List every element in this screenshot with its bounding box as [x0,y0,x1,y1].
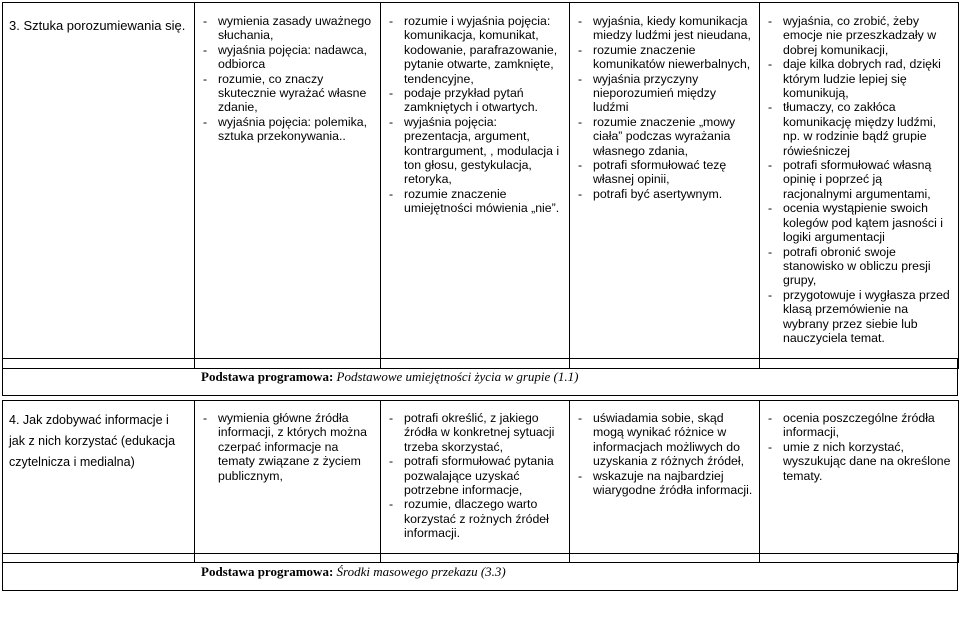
list-item: - potrafi być asertywnym. [576,187,753,201]
list-item: - wskazuje na najbardziej wiarygodne źródła informacji. [576,469,753,498]
s4-col1-list [201,411,374,483]
list-item: - rozumie, dlaczego warto korzystać z rożnych źródeł informacji. [387,497,563,540]
list-item: - wyjaśnia pojęcia: prezentacja, argument, kontrargument, , modulacja i ton głosu, gestykulacja, retoryka, [387,115,563,187]
list-item: - daje kilka dobrych rad, dzięki którym ludzie lepiej się komunikują, [766,57,952,100]
s3-col4-list [766,14,952,345]
list-item: - rozumie znaczenie umiejętności mówienia „nie”. [387,187,563,216]
s4-col3 [570,401,760,563]
s4-col2 [381,401,570,563]
s3-col1 [195,3,381,369]
pp-label: Podstawa programowa: [201,564,337,579]
list-item: - wymienia główne źródła informacji, z których można czerpać informacje na tematy związane z życiem publicznym, [201,411,374,483]
lesson-3-cell [3,3,195,369]
list-item: - uświadamia sobie, skąd mogą wynikać różnice w informacjach możliwych do uzyskania z różnych źródeł, [576,411,753,469]
podstawa-programowa-1 [3,359,958,396]
s4-col2-list [387,411,563,541]
list-item: - tłumaczy, co zakłóca komunikację między ludźmi, np. w rodzinie bądź grupie rówieśniczej [766,100,952,158]
lesson-4-cell [3,401,195,563]
s4-col4-list [766,411,952,483]
s4-col4 [760,401,959,563]
s3-col2-list [387,14,563,216]
podstawa-programowa-2 [3,554,958,591]
pp-row-2 [2,553,958,591]
lesson-4-title: 4. Jak zdobywać informacje i jak z nich korzystać (edukacja czytelnicza i medialna) [9,413,176,469]
list-item: - rozumie i wyjaśnia pojęcia: komunikacja, komunikat, kodowanie, parafrazowanie, pytanie otwarte, zamknięte, tendencyjne, [387,14,563,86]
s3-col1-list [201,14,374,144]
list-item: - rozumie znaczenie komunikatów niewerbalnych, [576,43,753,72]
section-4-table [2,400,959,563]
list-item: - wyjaśnia przyczyny nieporozumień między ludźmi [576,72,753,115]
list-item: - potrafi sformułować pytania pozwalające uzyskać potrzebne informacje, [387,454,563,497]
list-item: - przygotowuje i wygłasza przed klasą przemówienie na wybrany przez siebie lub nauczyciela temat. [766,288,952,346]
s3-col3-list [576,14,753,201]
pp-value: Podstawowe umiejętności życia w grupie (1.1) [336,369,579,384]
list-item: - rozumie, co znaczy skutecznie wyrażać własne zdanie, [201,72,374,115]
list-item: - potrafi sformułować własną opinię i poprzeć ją racjonalnymi argumentami, [766,158,952,201]
list-item: - potrafi określić, z jakiego źródła w konkretnej sytuacji trzeba skorzystać, [387,411,563,454]
section-3-table [2,2,959,369]
s4-col3-list [576,411,753,497]
list-item: - wyjaśnia, kiedy komunikacja miedzy ludźmi jest nieudana, [576,14,753,43]
pp-value: Środki masowego przekazu (3.3) [336,564,506,579]
list-item: - umie z nich korzystać, wyszukując dane na określone tematy. [766,440,952,483]
s3-col4 [760,3,959,369]
s4-col1 [195,401,381,563]
s3-col2 [381,3,570,369]
list-item: - wymienia zasady uważnego słuchania, [201,14,374,43]
pp-label: Podstawa programowa: [201,369,337,384]
s3-col3 [570,3,760,369]
list-item: - podaje przykład pytań zamkniętych i otwartych. [387,86,563,115]
list-item: - potrafi obronić swoje stanowisko w obliczu presji grupy, [766,245,952,288]
pp-row-1 [2,358,958,396]
list-item: - wyjaśnia, co zrobić, żeby emocje nie przeszkadzały w dobrej komunikacji, [766,14,952,57]
lesson-3-title: 3. Sztuka porozumiewania się. [9,18,186,33]
list-item: - ocenia wystąpienie swoich kolegów pod kątem jasności i logiki argumentacji [766,201,952,244]
list-item: - rozumie znaczenie „mowy ciała” podczas wyrażania własnego zdania, [576,115,753,158]
list-item: - potrafi sformułować tezę własnej opinii, [576,158,753,187]
list-item: - wyjaśnia pojęcia: nadawca, odbiorca [201,43,374,72]
list-item: - ocenia poszczególne źródła informacji, [766,411,952,440]
list-item: - wyjaśnia pojęcia: polemika, sztuka przekonywania.. [201,115,374,144]
